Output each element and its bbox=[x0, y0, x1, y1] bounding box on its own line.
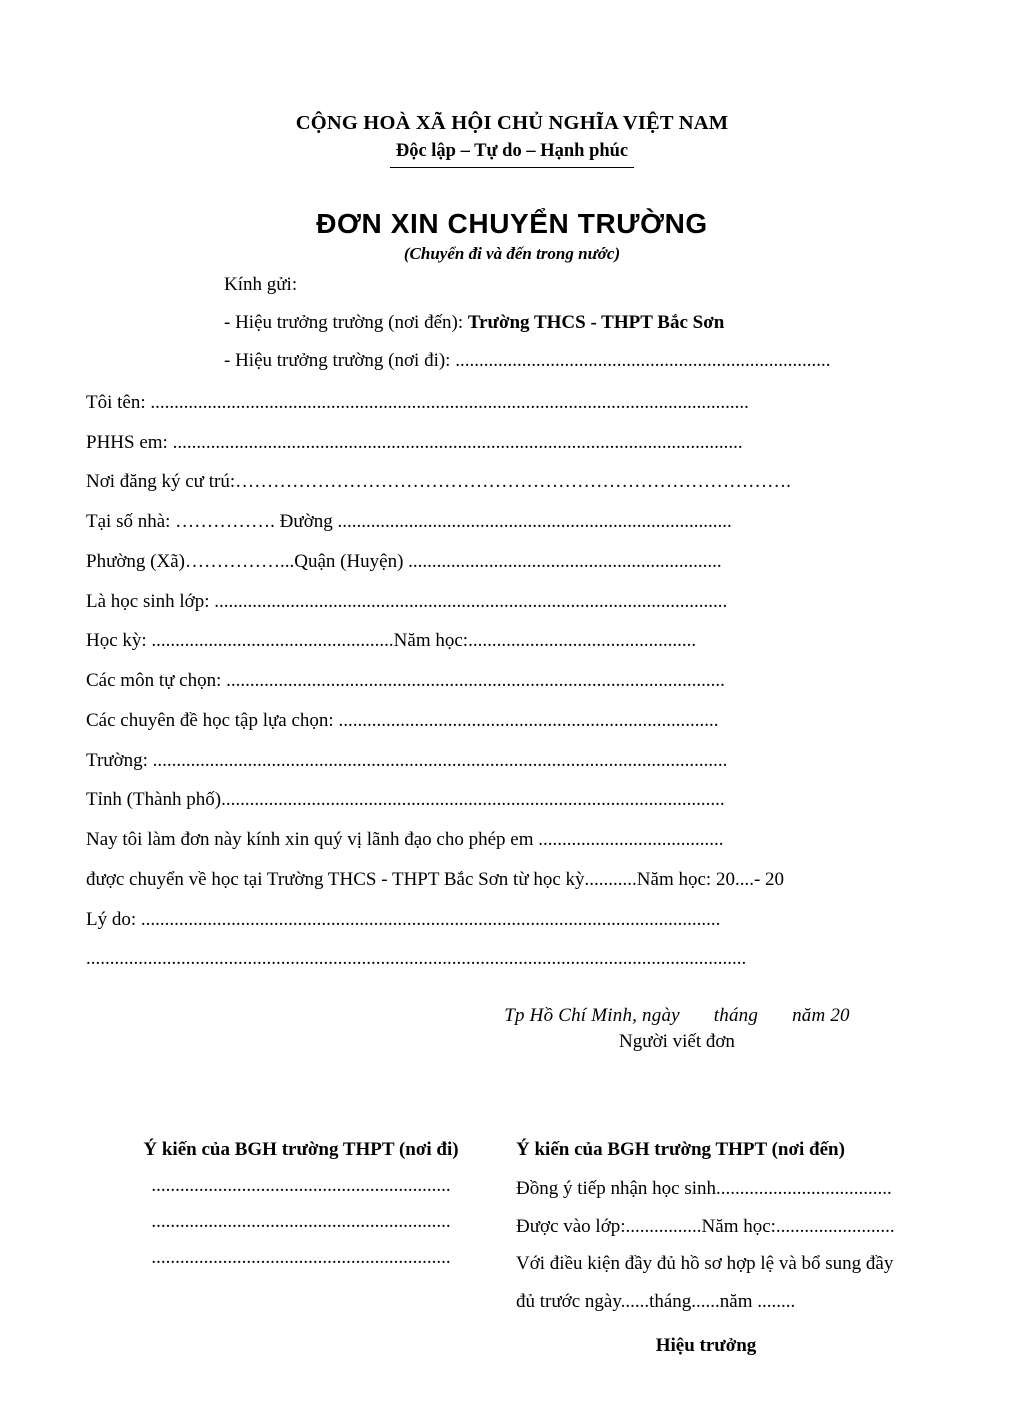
addressee-label: Kính gửi: bbox=[224, 274, 298, 296]
field-topics: Các chuyên đề học tập lựa chọn: ................................................................................ bbox=[86, 709, 719, 731]
field-electives: Các môn tự chọn: ......................................................................................................... bbox=[86, 670, 725, 692]
signature-month: tháng bbox=[713, 1005, 759, 1027]
field-house-street: Tại số nhà: ……………. Đường ................................................................................... bbox=[86, 511, 732, 533]
field-name: Tôi tên: .............................................................................................................................. bbox=[86, 391, 749, 413]
field-reason-continued: ........................................................................................................................................... bbox=[86, 948, 747, 970]
opinions-section bbox=[86, 1139, 938, 1357]
signature-place-date: Tp Hồ Chí Minh, ngày bbox=[504, 1005, 680, 1027]
field-term-schoolyear: Học kỳ: ...................................................Năm học:................................................ bbox=[86, 630, 697, 652]
field-parent: PHHS em: ........................................................................................................................ bbox=[86, 431, 743, 453]
opinion-destination-condition-2: đủ trước ngày......tháng......năm ........ bbox=[516, 1291, 796, 1313]
opinion-destination-accept: Đồng ý tiếp nhận học sinh..................................... bbox=[516, 1178, 892, 1200]
field-reason: Lý do: .......................................................................................................................... bbox=[86, 908, 721, 930]
document-subtitle: (Chuyển đi và đến trong nước) bbox=[403, 244, 621, 264]
destination-school: Trường THCS - THPT Bắc Sơn bbox=[467, 312, 725, 334]
document-title: ĐƠN XIN CHUYỂN TRƯỜNG bbox=[316, 208, 708, 240]
opinion-origin-heading: Ý kiến của BGH trường THPT (nơi đi) bbox=[143, 1139, 459, 1161]
opinion-destination-column bbox=[516, 1139, 936, 1357]
signature-date-line bbox=[416, 1005, 938, 1027]
opinion-origin-line-1: ............................................................... bbox=[151, 1175, 451, 1197]
destination-label: - Hiệu trưởng trường (nơi đến): bbox=[224, 312, 464, 334]
field-school: Trường: ......................................................................................................................... bbox=[86, 749, 728, 771]
opinion-destination-principal: Hiệu trưởng bbox=[655, 1334, 757, 1356]
signature-role: Người viết đơn bbox=[619, 1031, 735, 1053]
field-request-line1: Nay tôi làm đơn này kính xin quý vị lãnh đạo cho phép em ....................................... bbox=[86, 829, 724, 851]
form-fields bbox=[86, 391, 938, 971]
opinion-destination-class: Được vào lớp:................Năm học:......................... bbox=[516, 1215, 895, 1237]
country-name: CỘNG HOÀ XÃ HỘI CHỦ NGHĨA VIỆT NAM bbox=[295, 112, 729, 134]
opinion-destination-condition-1: Với điều kiện đầy đủ hồ sơ hợp lệ và bổ sung đầy bbox=[516, 1253, 894, 1275]
signature-block bbox=[86, 1005, 938, 1053]
destination-row bbox=[224, 312, 938, 335]
opinion-origin-line-3: ............................................................... bbox=[151, 1247, 451, 1269]
field-request-line2: được chuyển về học tại Trường THCS - THPT Bắc Sơn từ học kỳ...........Năm học: 20....- 20 bbox=[86, 868, 785, 890]
national-motto: Độc lập – Tự do – Hạnh phúc bbox=[395, 140, 629, 161]
opinion-origin-column bbox=[86, 1139, 516, 1357]
title-block bbox=[86, 208, 938, 264]
origin-row: - Hiệu trưởng trường (nơi đi): ............................................................................... bbox=[224, 350, 831, 372]
field-residence: Nơi đăng ký cư trú:……………………………………………………………………………. bbox=[86, 471, 791, 493]
opinion-destination-heading: Ý kiến của BGH trường THPT (nơi đến) bbox=[516, 1139, 845, 1161]
opinion-origin-line-2: ............................................................... bbox=[151, 1211, 451, 1233]
field-province: Tỉnh (Thành phố).......................................................................................................... bbox=[86, 789, 725, 811]
field-ward-district: Phường (Xã)……………...Quận (Huyện) .................................................................. bbox=[86, 550, 722, 572]
addressee-block bbox=[86, 274, 938, 372]
signature-year: năm 20 bbox=[792, 1005, 850, 1027]
field-class: Là học sinh lớp: ............................................................................................................ bbox=[86, 590, 728, 612]
header-divider bbox=[390, 167, 634, 168]
national-header bbox=[86, 110, 938, 168]
